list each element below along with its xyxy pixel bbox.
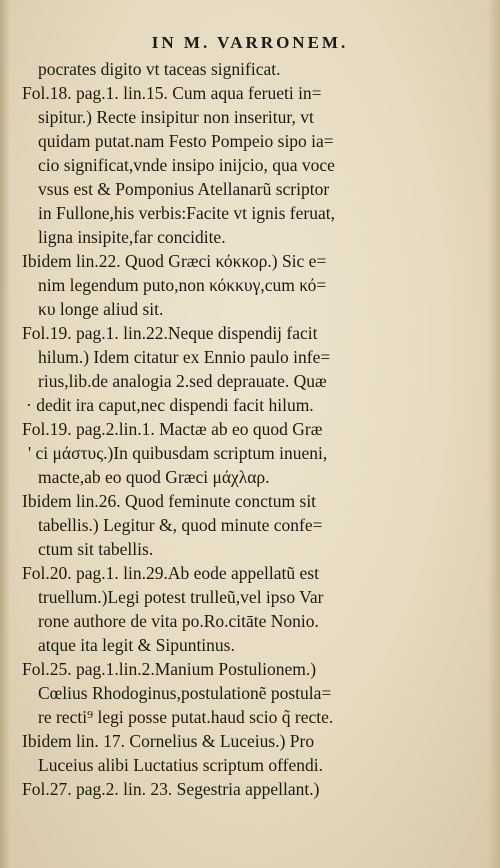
- text-line: Luceius alibi Luctatius scriptum offendi.: [38, 755, 323, 775]
- text-line: vsus est & Pomponius Atellanarũ scriptor: [38, 179, 330, 199]
- text-line: Ibidem lin.22. Quod Græci κόκκορ.) Sic e=: [22, 251, 327, 271]
- text-line: truellum.)Legi potest trulleũ,vel ipso Var: [38, 587, 324, 607]
- text-line: · dedit ira caput,nec dispendi facit hilum.: [26, 395, 314, 415]
- text-line: tabellis.) Legitur &, quod minute confe=: [38, 515, 323, 535]
- text-line: in Fullone,his verbis:Facite vt ignis feruat,: [38, 203, 335, 223]
- text-line: Fol.20. pag.1. lin.29.Ab eode appellatũ est: [22, 563, 319, 583]
- text-line: Ibidem lin.26. Quod feminute conctum sit: [22, 491, 317, 511]
- text-line: ' ci μάστυς.)In quibusdam scriptum inueni,: [28, 443, 328, 463]
- text-line: pocrates digito vt taceas significat.: [38, 59, 281, 79]
- page-edge-left: [0, 0, 10, 868]
- text-line: sipitur.) Recte insipitur non inseritur, vt: [38, 107, 314, 127]
- text-line: Fol.18. pag.1. lin.15. Cum aqua ferueti in=: [22, 83, 322, 103]
- text-line: κυ longe aliud sit.: [38, 299, 164, 319]
- page-edge-right: [488, 0, 500, 868]
- text-line: cio significat,vnde insipo inijcio, qua voce: [38, 155, 335, 175]
- text-line: Fol.19. pag.1. lin.22.Neque dispendij facit: [22, 323, 318, 343]
- text-line: rius,lib.de analogia 2.sed deprauate. Quæ: [38, 371, 327, 391]
- text-line: Fol.25. pag.1.lin.2.Manium Postulionem.): [22, 659, 317, 679]
- text-line: ctum sit tabellis.: [38, 539, 154, 559]
- text-line: macte,ab eo quod Græci μάχλαρ.: [38, 467, 270, 487]
- running-header: IN M. VARRONEM.: [151, 33, 349, 52]
- text-line: Ibidem lin. 17. Cornelius & Luceius.) Pro: [22, 731, 315, 751]
- text-line: hilum.) Idem citatur ex Ennio paulo infe=: [38, 347, 331, 367]
- text-line: Fol.19. pag.2.lin.1. Mactæ ab eo quod Græ: [22, 419, 323, 439]
- text-line: ligna insipite,far concidite.: [38, 227, 226, 247]
- text-line: Fol.27. pag.2. lin. 23. Segestria appellant.): [22, 779, 320, 799]
- text-line: re recti⁹ legi posse putat.haud scio q̃ recte.: [38, 707, 334, 727]
- text-line: rone authore de vita po.Ro.citāte Nonio.: [38, 611, 319, 631]
- text-line: atque ita legit & Sipuntinus.: [38, 635, 235, 655]
- text-line: Cœlius Rhodoginus,postulationẽ postula=: [38, 683, 332, 703]
- text-line: quidam putat.nam Festo Pompeio sipo ia=: [38, 131, 334, 151]
- text-line: nim legendum puto,non κόκκυγ,cum κό=: [38, 275, 327, 295]
